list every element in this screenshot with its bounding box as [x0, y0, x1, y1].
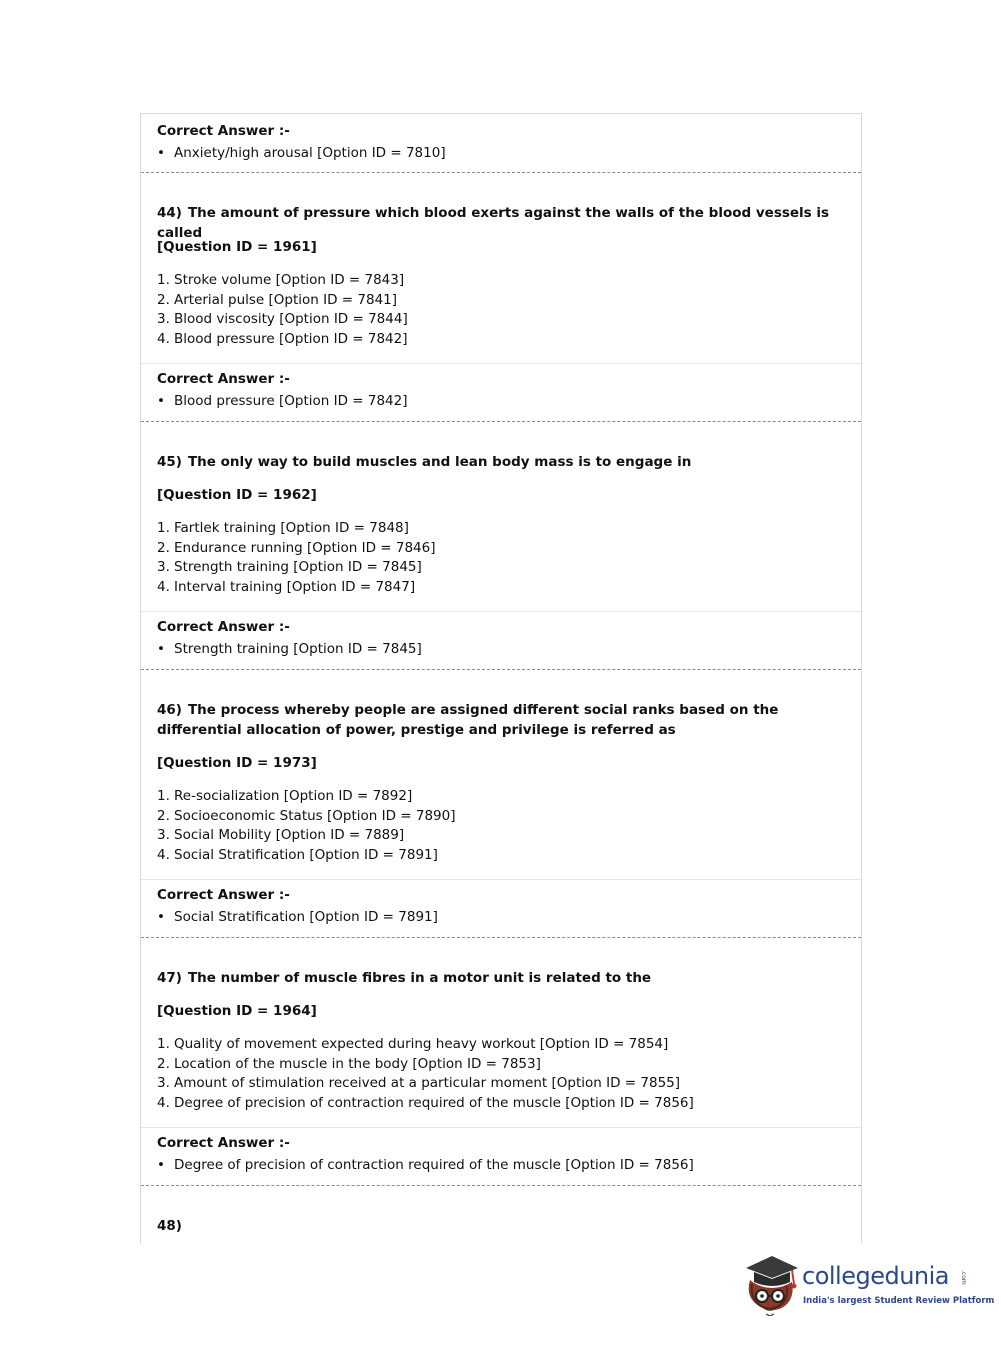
correct-answer-text: Anxiety/high arousal [Option ID = 7810]: [174, 145, 446, 161]
logo-tagline: India's largest Student Review Platform: [803, 1296, 995, 1306]
section-divider: [141, 879, 861, 880]
question-number: 48): [157, 1218, 182, 1234]
question-number: 47): [157, 970, 182, 986]
section-divider: [141, 363, 861, 364]
correct-answer: [157, 909, 438, 925]
options-list: [157, 519, 436, 597]
correct-answer-label: Correct Answer :-: [157, 887, 290, 903]
question-id: [Question ID = 1961]: [157, 239, 317, 255]
question-divider: [141, 172, 861, 173]
question-body: The only way to build muscles and lean body mass is to engage in: [187, 454, 692, 470]
question-text: [157, 452, 837, 472]
section-divider: [141, 1127, 861, 1128]
option-item: 1. Quality of movement expected during heavy workout [Option ID = 7854]: [157, 1036, 669, 1052]
correct-answer-text: Blood pressure [Option ID = 7842]: [174, 393, 408, 409]
correct-answer-label: Correct Answer :-: [157, 1135, 290, 1151]
options-list: [157, 271, 408, 349]
correct-answer-label: Correct Answer :-: [157, 619, 290, 635]
option-item: 1. Fartlek training [Option ID = 7848]: [157, 520, 409, 536]
option-item: 2. Socioeconomic Status [Option ID = 7890]: [157, 807, 456, 824]
options-list: [157, 787, 456, 865]
logo-domain: .com: [960, 1270, 967, 1285]
question-body: The process whereby people are assigned different social ranks based on the differential allocation of power, prestige and privilege is referred as: [157, 702, 779, 738]
question-id: [Question ID = 1962]: [157, 487, 317, 503]
question-number: 44): [157, 205, 182, 221]
question-number: 45): [157, 454, 182, 470]
option-item: 3. Blood viscosity [Option ID = 7844]: [157, 311, 408, 328]
option-item: 1. Re-socialization [Option ID = 7892]: [157, 788, 413, 804]
correct-answer: [157, 1157, 694, 1173]
option-item: 4. Blood pressure [Option ID = 7842]: [157, 330, 408, 347]
correct-answer-text: Social Stratification [Option ID = 7891]: [174, 909, 438, 925]
option-item: 1. Stroke volume [Option ID = 7843]: [157, 272, 405, 288]
correct-answer-text: Degree of precision of contraction required of the muscle [Option ID = 7856]: [174, 1157, 694, 1173]
question-body: The amount of pressure which blood exerts against the walls of the blood vessels is called: [157, 205, 830, 241]
question-divider: [141, 421, 861, 422]
question-text: [157, 1216, 837, 1236]
bullet-icon: •: [157, 145, 165, 161]
bullet-icon: •: [157, 909, 165, 925]
question-divider: [141, 669, 861, 670]
option-item: 3. Strength training [Option ID = 7845]: [157, 559, 422, 576]
correct-answer-text: Strength training [Option ID = 7845]: [174, 641, 422, 657]
option-item: 2. Location of the muscle in the body [Option ID = 7853]: [157, 1055, 541, 1072]
student-mascot-icon: [742, 1250, 800, 1316]
option-item: 2. Endurance running [Option ID = 7846]: [157, 539, 436, 556]
option-item: 3. Amount of stimulation received at a particular moment [Option ID = 7855]: [157, 1075, 681, 1092]
correct-answer-label: Correct Answer :-: [157, 371, 290, 387]
options-list: [157, 1035, 694, 1113]
question-text: [157, 968, 837, 988]
bullet-icon: •: [157, 1157, 165, 1173]
collegedunia-logo[interactable]: [742, 1248, 995, 1320]
correct-answer: [157, 145, 446, 161]
option-item: 3. Social Mobility [Option ID = 7889]: [157, 827, 405, 844]
option-item: 4. Interval training [Option ID = 7847]: [157, 578, 416, 595]
correct-answer: [157, 641, 422, 657]
bullet-icon: •: [157, 641, 165, 657]
question-number: 46): [157, 702, 182, 718]
question-paper-sheet: [140, 113, 862, 1244]
correct-answer-label: Correct Answer :-: [157, 123, 290, 139]
option-item: 2. Arterial pulse [Option ID = 7841]: [157, 291, 398, 308]
question-id: [Question ID = 1964]: [157, 1003, 317, 1019]
option-item: 4. Social Stratification [Option ID = 7891]: [157, 846, 438, 863]
question-divider: [141, 1185, 861, 1186]
logo-wordmark: collegedunia: [802, 1262, 950, 1290]
option-item: 4. Degree of precision of contraction required of the muscle [Option ID = 7856]: [157, 1094, 694, 1111]
question-text: [157, 203, 837, 243]
section-divider: [141, 611, 861, 612]
question-body: The number of muscle fibres in a motor unit is related to the: [187, 970, 652, 986]
question-divider: [141, 937, 861, 938]
question-id: [Question ID = 1973]: [157, 755, 317, 771]
bullet-icon: •: [157, 393, 165, 409]
correct-answer: [157, 393, 408, 409]
question-text: [157, 700, 837, 740]
